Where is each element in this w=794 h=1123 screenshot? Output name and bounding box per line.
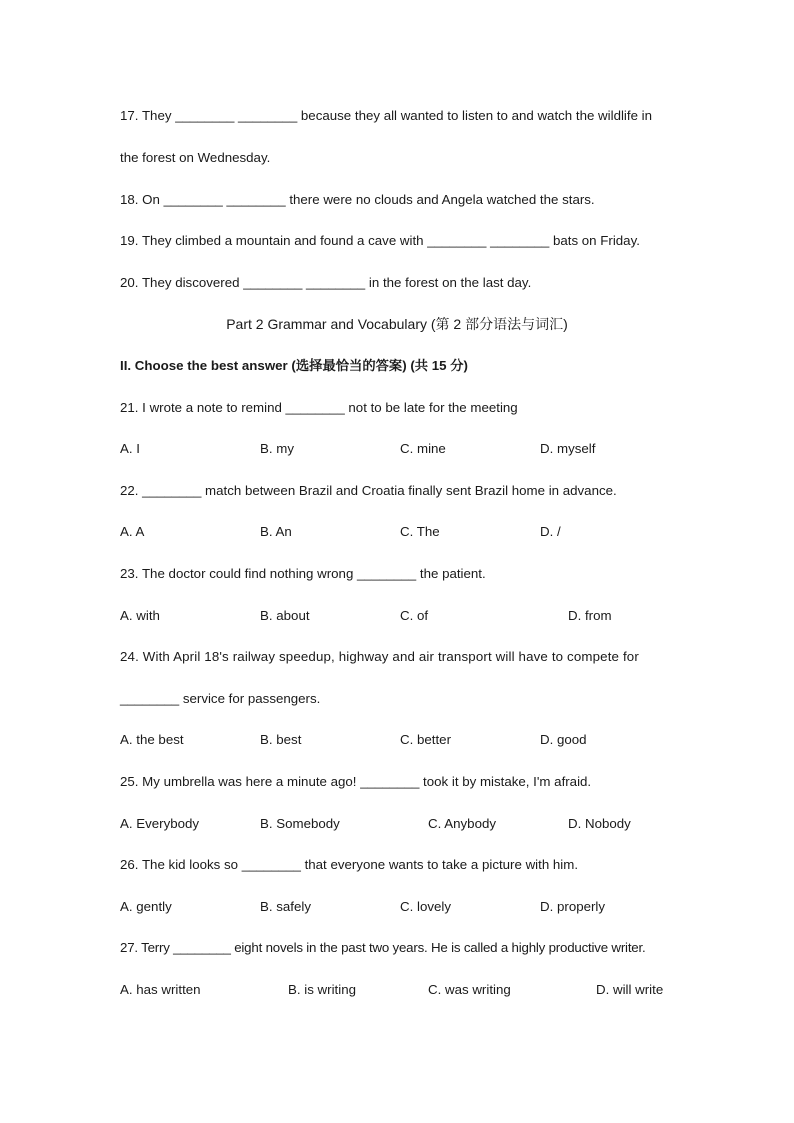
question-17-line-1: 17. They ________ ________ because they all wanted to listen to and watch the wildlife in <box>120 108 653 123</box>
question-21: 21. I wrote a note to remind ________ not to be late for the meeting <box>120 400 518 415</box>
part-2-heading: Part 2 Grammar and Vocabulary (第 2 部分语法与词汇) <box>226 316 568 332</box>
question-24-option-c[interactable]: C. better <box>400 732 451 747</box>
question-27-option-b[interactable]: B. is writing <box>288 982 356 997</box>
question-27-option-d[interactable]: D. will write <box>596 982 664 997</box>
question-27-option-c[interactable]: C. was writing <box>428 982 511 997</box>
section-2-title: II. Choose the best answer (选择最恰当的答案) (共 15 分) <box>120 358 468 373</box>
question-22-option-a[interactable]: A. A <box>120 524 145 539</box>
question-25-option-b[interactable]: B. Somebody <box>260 816 340 831</box>
question-23-option-d[interactable]: D. from <box>568 608 612 623</box>
question-23: 23. The doctor could find nothing wrong ________ the patient. <box>120 566 486 581</box>
question-21-option-b[interactable]: B. my <box>260 441 294 456</box>
question-19: 19. They climbed a mountain and found a cave with ________ ________ bats on Friday. <box>120 233 640 248</box>
question-18: 18. On ________ ________ there were no clouds and Angela watched the stars. <box>120 192 595 207</box>
question-22-option-d[interactable]: D. / <box>540 524 561 539</box>
question-21-option-c[interactable]: C. mine <box>400 441 446 456</box>
question-27-option-a[interactable]: A. has written <box>120 982 201 997</box>
question-24-option-b[interactable]: B. best <box>260 732 302 747</box>
question-23-option-a[interactable]: A. with <box>120 608 160 623</box>
question-24-option-d[interactable]: D. good <box>540 732 587 747</box>
question-23-option-b[interactable]: B. about <box>260 608 310 623</box>
question-21-option-a[interactable]: A. I <box>120 441 140 456</box>
question-25-option-a[interactable]: A. Everybody <box>120 816 200 831</box>
question-22: 22. ________ match between Brazil and Croatia finally sent Brazil home in advance. <box>120 483 617 498</box>
question-23-option-c[interactable]: C. of <box>400 608 429 623</box>
question-24-line-2: ________ service for passengers. <box>120 691 321 706</box>
question-22-option-b[interactable]: B. An <box>260 524 292 539</box>
question-22-option-c[interactable]: C. The <box>400 524 440 539</box>
question-24-line-1: 24. With April 18's railway speedup, highway and air transport will have to compete for <box>120 649 639 664</box>
question-26: 26. The kid looks so ________ that everyone wants to take a picture with him. <box>120 857 579 872</box>
question-27: 27. Terry ________ eight novels in the past two years. He is called a highly productive writer. <box>120 940 646 955</box>
question-25-option-c[interactable]: C. Anybody <box>428 816 497 831</box>
question-25: 25. My umbrella was here a minute ago! ________ took it by mistake, I'm afraid. <box>120 774 592 789</box>
question-26-option-d[interactable]: D. properly <box>540 899 606 914</box>
question-26-option-b[interactable]: B. safely <box>260 899 311 914</box>
question-20: 20. They discovered ________ ________ in the forest on the last day. <box>120 275 532 290</box>
question-26-option-a[interactable]: A. gently <box>120 899 172 914</box>
question-24-option-a[interactable]: A. the best <box>120 732 184 747</box>
question-21-option-d[interactable]: D. myself <box>540 441 596 456</box>
question-26-option-c[interactable]: C. lovely <box>400 899 451 914</box>
question-25-option-d[interactable]: D. Nobody <box>568 816 631 831</box>
question-17-line-2: the forest on Wednesday. <box>120 150 271 165</box>
